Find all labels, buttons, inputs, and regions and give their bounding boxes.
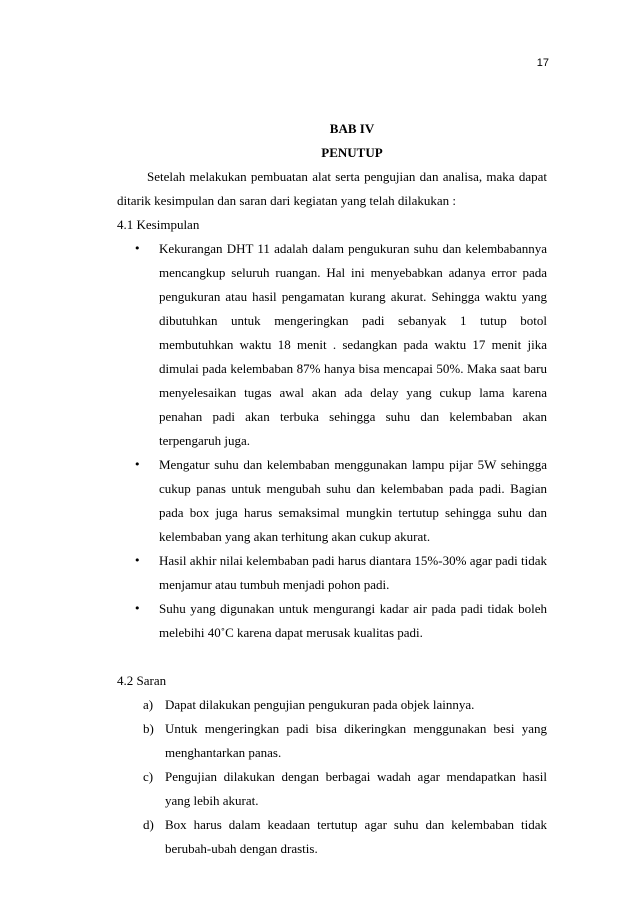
suggestion-text: Untuk mengeringkan padi bisa dikeringkan menggunakan besi yang menghantarkan panas. — [165, 721, 547, 760]
intro-paragraph — [117, 165, 547, 213]
intro-line-1: Setelah melakukan pembuatan alat serta pengujian dan analisa, maka dapat — [147, 169, 547, 184]
suggestion-text: Pengujian dilakukan dengan berbagai wadah agar mendapatkan hasil yang lebih akurat. — [165, 769, 547, 808]
suggestion-text: Box harus dalam keadaan tertutup agar suhu dan kelembaban tidak berubah-ubah dengan drastis. — [165, 817, 547, 856]
page-number: 17 — [536, 57, 549, 69]
chapter-number: BAB IV — [329, 121, 375, 136]
suggestion-item — [117, 693, 547, 717]
suggestion-item — [117, 765, 547, 813]
suggestion-item — [117, 717, 547, 765]
suggestion-text: Dapat dilakukan pengujian pengukuran pada objek lainnya. — [165, 697, 475, 712]
conclusion-item: • Kekurangan DHT 11 adalah dalam pengukuran suhu dan kelembabannya mencangkup seluruh ruangan. Hal ini menyebabkan adanya error pada pengukuran atau hasil pengamatan kurang akurat. Sehingga waktu yang dibutuhkan untuk mengeringkan padi sebanyak 1 tutup botol membutuhkan waktu 18 menit . sedangkan pada waktu 17 menit jika dimulai pada kelembaban 87% hanya bisa mencapai 50%. Maka saat baru menyelesaikan tugas awal akan ada delay yang cukup lama karena penahan padi akan terbuka sehingga suhu dan kelembaban akan terpengaruh juga. — [117, 237, 547, 453]
conclusion-item: • Mengatur suhu dan kelembaban menggunakan lampu pijar 5W sehingga cukup panas untuk mengubah suhu dan kelembaban pada padi. Bagian pada box juga harus semaksimal mungkin tertutup sehingga suhu dan kelembaban yang akan terhitung akan cukup akurat. — [117, 453, 547, 549]
suggestion-title: 4.2 Saran — [117, 673, 167, 688]
suggestion-label: b) — [143, 721, 154, 736]
document-body — [117, 117, 547, 861]
suggestion-label: c) — [143, 769, 154, 784]
suggestion-label: d) — [143, 817, 154, 832]
conclusion-list — [117, 237, 547, 645]
conclusion-title: 4.1 Kesimpulan — [117, 217, 200, 232]
suggestion-list — [117, 693, 547, 861]
conclusion-item: • Suhu yang digunakan untuk mengurangi kadar air pada padi tidak boleh melebihi 40˚C karena dapat merusak kualitas padi. — [117, 597, 547, 645]
suggestion-label: a) — [143, 697, 154, 712]
suggestion-item — [117, 813, 547, 861]
chapter-title: PENUTUP — [321, 145, 383, 160]
intro-line-2: ditarik kesimpulan dan saran dari kegiatan yang telah dilakukan : — [117, 193, 456, 208]
conclusion-item: • Hasil akhir nilai kelembaban padi harus diantara 15%-30% agar padi tidak menjamur atau tumbuh menjadi pohon padi. — [117, 549, 547, 597]
